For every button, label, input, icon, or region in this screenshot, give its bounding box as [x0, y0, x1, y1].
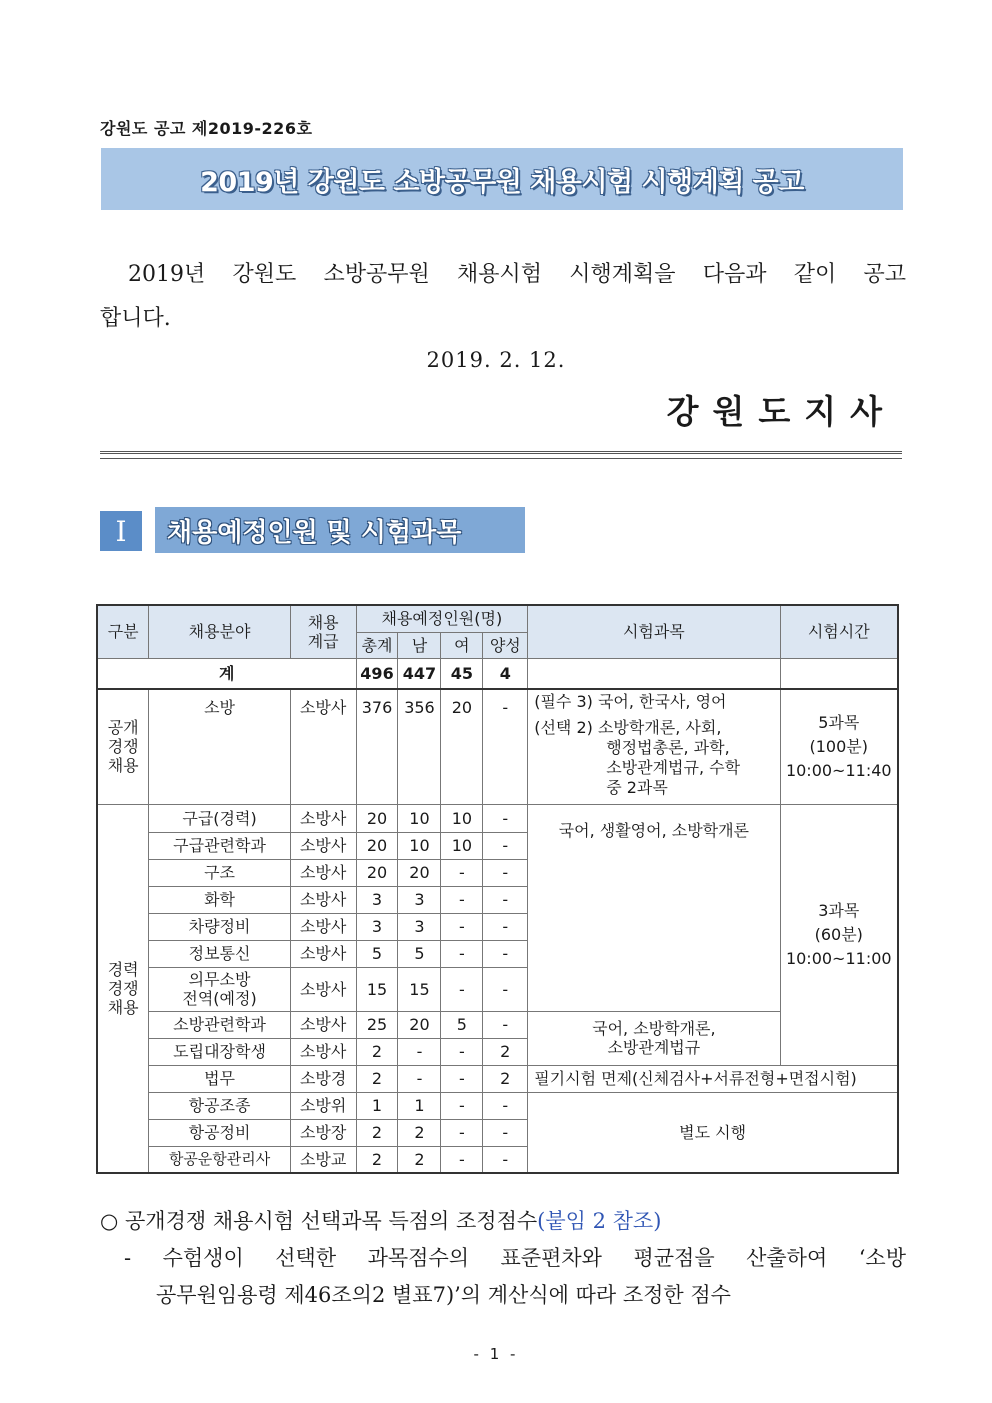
document-title: 2019년 강원도 소방공무원 채용시험 시행계획 공고	[200, 166, 804, 198]
career-female: -	[441, 913, 483, 940]
notice-date: 2019. 2. 12.	[426, 348, 566, 372]
career-field: 도립대장학생	[149, 1038, 290, 1065]
note-line-2: - 수험생이 선택한 과목점수의 표준편차와 평균점을 산출하여 ‘소방	[124, 1246, 906, 1270]
career-rank: 소방경	[290, 1065, 356, 1092]
career-field: 항공조종	[149, 1092, 290, 1119]
career-field: 차량정비	[149, 913, 290, 940]
note-line-1	[100, 1203, 906, 1240]
career-female: -	[441, 1146, 483, 1173]
table-row	[97, 1065, 898, 1092]
public-field: 소방	[149, 689, 290, 804]
bullet-icon: ○	[100, 1209, 119, 1233]
career-both: -	[483, 804, 528, 832]
career-total: 25	[356, 1011, 398, 1038]
career-rank: 소방사	[290, 1038, 356, 1065]
career-male: 3	[398, 913, 441, 940]
career-female: -	[441, 967, 483, 1011]
header-female: 여	[441, 632, 483, 658]
public-both: -	[483, 689, 528, 804]
career-time-count: 3과목	[818, 900, 860, 920]
public-subj-select-4: 중 2과목	[606, 778, 668, 797]
public-subj-select-2: 행정법총론, 과학,	[606, 738, 730, 757]
recruitment-table	[96, 604, 899, 1174]
career-female: -	[441, 859, 483, 886]
career-total: 2	[356, 1119, 398, 1146]
public-time-range: 10:00~11:40	[785, 760, 892, 780]
career-time	[780, 804, 898, 1065]
public-male: 356	[398, 689, 441, 804]
career-both: -	[483, 1092, 528, 1119]
career-total: 2	[356, 1038, 398, 1065]
signer: 강원도지사	[666, 392, 896, 431]
table-row-total	[97, 658, 898, 689]
career-subjects-aviation: 별도 시행	[528, 1092, 898, 1173]
career-total: 3	[356, 886, 398, 913]
career-field: 구급(경력)	[149, 804, 290, 832]
career-both: -	[483, 967, 528, 1011]
header-both: 양성	[483, 632, 528, 658]
career-category: 경력 경쟁 채용	[97, 804, 149, 1173]
table-row	[97, 1092, 898, 1119]
career-subjects-group-2	[528, 1011, 780, 1065]
header-total: 총계	[356, 632, 398, 658]
career-male: -	[398, 1038, 441, 1065]
career-total: 5	[356, 940, 398, 967]
career-female: 10	[441, 832, 483, 859]
note-line-1-text: 공개경쟁 채용시험 선택과목 득점의 조정점수	[125, 1209, 538, 1233]
total-time-blank	[780, 658, 898, 689]
header-planned: 채용예정인원(명)	[356, 605, 528, 632]
public-total: 376	[356, 689, 398, 804]
career-rank: 소방위	[290, 1092, 356, 1119]
total-male: 447	[398, 658, 441, 689]
total-subjects-blank	[528, 658, 780, 689]
header-field: 채용분야	[149, 605, 290, 658]
career-field: 화학	[149, 886, 290, 913]
table-row-public	[97, 689, 898, 804]
total-label: 계	[97, 658, 356, 689]
career-field: 정보통신	[149, 940, 290, 967]
career-field: 의무소방 전역(예정)	[149, 967, 290, 1011]
career-total: 2	[356, 1065, 398, 1092]
career-both: -	[483, 1146, 528, 1173]
header-subjects: 시험과목	[528, 605, 780, 658]
career-female: -	[441, 886, 483, 913]
career-female: -	[441, 1038, 483, 1065]
career-male: 20	[398, 859, 441, 886]
career-total: 20	[356, 832, 398, 859]
career-both: 2	[483, 1038, 528, 1065]
page-number: - 1 -	[473, 1345, 519, 1363]
header-rank: 채용 계급	[290, 605, 356, 658]
public-time-count: 5과목	[818, 712, 860, 732]
career-male: 10	[398, 804, 441, 832]
career-subjects-group-1: 국어, 생활영어, 소방학개론	[528, 804, 780, 1011]
intro-line-1: 2019년 강원도 소방공무원 채용시험 시행계획을 다음과 같이 공고	[128, 262, 906, 287]
total-count: 496	[356, 658, 398, 689]
section-number: I	[100, 511, 142, 551]
career-rank: 소방사	[290, 859, 356, 886]
career-field: 구급관련학과	[149, 832, 290, 859]
career-total: 3	[356, 913, 398, 940]
table-row	[97, 804, 898, 832]
title-banner	[101, 148, 903, 210]
career-male: 20	[398, 1011, 441, 1038]
career-rank: 소방교	[290, 1146, 356, 1173]
career-both: -	[483, 1011, 528, 1038]
career-both: -	[483, 832, 528, 859]
career-male: 3	[398, 886, 441, 913]
table-row	[97, 1011, 898, 1038]
career-subjects-law: 필기시험 면제(신체검사+서류전형+면접시험)	[528, 1065, 898, 1092]
note-line-1-reference: (붙임 2 참조)	[537, 1209, 662, 1233]
career-total: 20	[356, 859, 398, 886]
career-field: 소방관련학과	[149, 1011, 290, 1038]
public-category: 공개 경쟁 채용	[97, 689, 149, 804]
career-rank: 소방사	[290, 1011, 356, 1038]
career-rank: 소방사	[290, 886, 356, 913]
public-subj-select-3: 소방관계법규, 수학	[606, 758, 741, 777]
public-subj-required: (필수 3) 국어, 한국사, 영어	[534, 692, 727, 711]
career-female: -	[441, 1065, 483, 1092]
note-line-3: 공무원임용령 제46조의2 별표7)’의 계산식에 따라 조정한 점수	[156, 1283, 731, 1307]
career-female: -	[441, 1092, 483, 1119]
career-total: 2	[356, 1146, 398, 1173]
intro-paragraph	[100, 253, 906, 341]
career-total: 20	[356, 804, 398, 832]
career-field: 항공정비	[149, 1119, 290, 1146]
career-rank: 소방장	[290, 1119, 356, 1146]
career-subj-group-2-line-2: 소방관계법규	[607, 1038, 701, 1057]
notes	[100, 1203, 906, 1314]
header-category: 구분	[97, 605, 149, 658]
career-female: 10	[441, 804, 483, 832]
career-both: -	[483, 1119, 528, 1146]
career-female: 5	[441, 1011, 483, 1038]
career-female: -	[441, 940, 483, 967]
career-field: 구조	[149, 859, 290, 886]
career-male: 2	[398, 1146, 441, 1173]
career-male: 5	[398, 940, 441, 967]
total-female: 45	[441, 658, 483, 689]
separator-line	[100, 451, 902, 459]
public-time	[780, 689, 898, 804]
career-male: 1	[398, 1092, 441, 1119]
public-subjects	[528, 689, 780, 804]
career-both: 2	[483, 1065, 528, 1092]
career-total: 1	[356, 1092, 398, 1119]
public-rank: 소방사	[290, 689, 356, 804]
public-female: 20	[441, 689, 483, 804]
career-total: 15	[356, 967, 398, 1011]
career-male: 2	[398, 1119, 441, 1146]
public-time-minutes: (100분)	[809, 736, 868, 756]
section-title-box	[155, 507, 525, 553]
career-female: -	[441, 1119, 483, 1146]
notice-number: 강원도 공고 제2019-226호	[100, 119, 313, 138]
public-subj-select-1: (선택 2) 소방학개론, 사회,	[534, 718, 722, 737]
career-rank: 소방사	[290, 832, 356, 859]
career-rank: 소방사	[290, 940, 356, 967]
header-time: 시험시간	[780, 605, 898, 658]
career-rank: 소방사	[290, 913, 356, 940]
career-field: 항공운항관리사	[149, 1146, 290, 1173]
career-subj-group-2-line-1: 국어, 소방학개론,	[592, 1019, 716, 1038]
career-field: 법무	[149, 1065, 290, 1092]
career-both: -	[483, 859, 528, 886]
career-both: -	[483, 913, 528, 940]
section-title: 채용예정인원 및 시험과목	[167, 517, 462, 548]
career-time-minutes: (60분)	[814, 924, 863, 944]
intro-line-2: 합니다.	[100, 306, 171, 331]
career-time-range: 10:00~11:00	[785, 948, 892, 968]
career-both: -	[483, 886, 528, 913]
career-male: 15	[398, 967, 441, 1011]
total-both: 4	[483, 658, 528, 689]
career-both: -	[483, 940, 528, 967]
career-male: 10	[398, 832, 441, 859]
header-male: 남	[398, 632, 441, 658]
career-male: -	[398, 1065, 441, 1092]
career-rank: 소방사	[290, 804, 356, 832]
career-rank: 소방사	[290, 967, 356, 1011]
